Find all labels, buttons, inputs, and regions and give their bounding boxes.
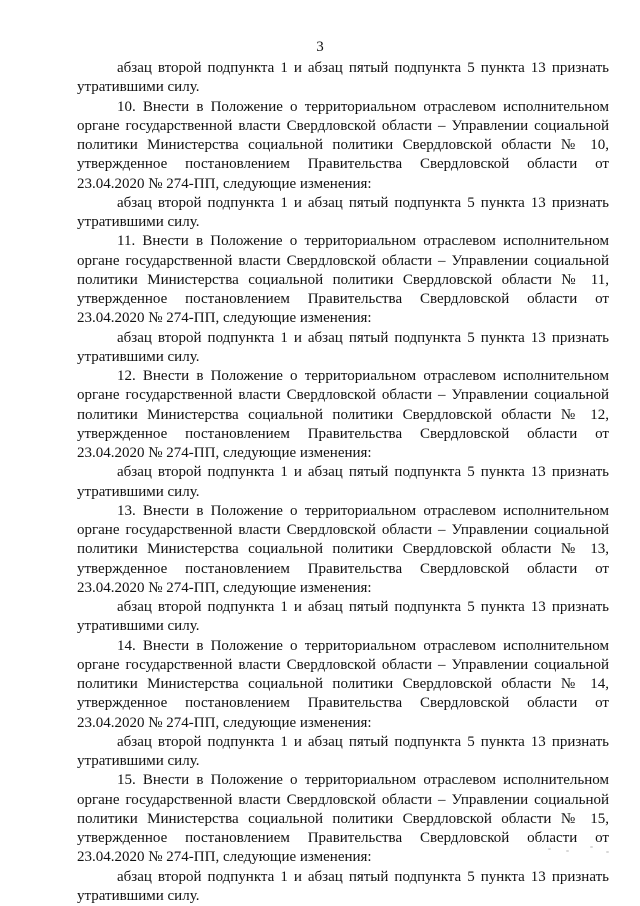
paragraph: 13. Внести в Положение о территориальном отраслевом исполнительном органе государственной власти Свердловской области – Управлении социальной политики Министерства социальной политики Свердловской области № 13, утвержденное постановлением Правительства Свердловской области от 23.04.2020 № 274-ПП, следующие изменения: [77,502,609,598]
paragraph: абзац второй подпункта 1 и абзац пятый подпункта 5 пункта 13 признать утратившими силу. [77,59,609,98]
paragraph: 12. Внести в Положение о территориальном отраслевом исполнительном органе государственной власти Свердловской области – Управлении социальной политики Министерства социальной политики Свердловской области № 12, утвержденное постановлением Правительства Свердловской области от 23.04.2020 № 274-ПП, следующие изменения: [77,367,609,463]
paragraph: абзац второй подпункта 1 и абзац пятый подпункта 5 пункта 13 признать утратившими силу. [77,329,609,368]
paragraph: абзац второй подпункта 1 и абзац пятый подпункта 5 пункта 13 признать утратившими силу. [77,733,609,772]
paragraph: 11. Внести в Положение о территориальном отраслевом исполнительном органе государственной власти Свердловской области – Управлении социальной политики Министерства социальной политики Свердловской области № 11, утвержденное постановлением Правительства Свердловской области от 23.04.2020 № 274-ПП, следующие изменения: [77,232,609,328]
paragraph: 14. Внести в Положение о территориальном отраслевом исполнительном органе государственной власти Свердловской области – Управлении социальной политики Министерства социальной политики Свердловской области № 14, утвержденное постановлением Правительства Свердловской области от 23.04.2020 № 274-ПП, следующие изменения: [77,637,609,733]
paragraph: абзац второй подпункта 1 и абзац пятый подпункта 5 пункта 13 признать утратившими силу. [77,463,609,502]
scan-speck [548,848,551,850]
document-body [77,59,609,906]
page-number: 3 [0,38,640,56]
paragraph: абзац второй подпункта 1 и абзац пятый подпункта 5 пункта 13 признать утратившими силу. [77,598,609,637]
scan-speck [566,850,569,852]
paragraph: 10. Внести в Положение о территориальном отраслевом исполнительном органе государственной власти Свердловской области – Управлении социальной политики Министерства социальной политики Свердловской области № 10, утвержденное постановлением Правительства Свердловской области от 23.04.2020 № 274-ПП, следующие изменения: [77,98,609,194]
scan-speck [590,846,593,848]
paragraph: абзац второй подпункта 1 и абзац пятый подпункта 5 пункта 13 признать утратившими силу. [77,868,609,906]
scan-speck [606,851,609,853]
paragraph: абзац второй подпункта 1 и абзац пятый подпункта 5 пункта 13 признать утратившими силу. [77,194,609,233]
paragraph: 15. Внести в Положение о территориальном отраслевом исполнительном органе государственной власти Свердловской области – Управлении социальной политики Министерства социальной политики Свердловской области № 15, утвержденное постановлением Правительства Свердловской области от 23.04.2020 № 274-ПП, следующие изменения: [77,771,609,867]
